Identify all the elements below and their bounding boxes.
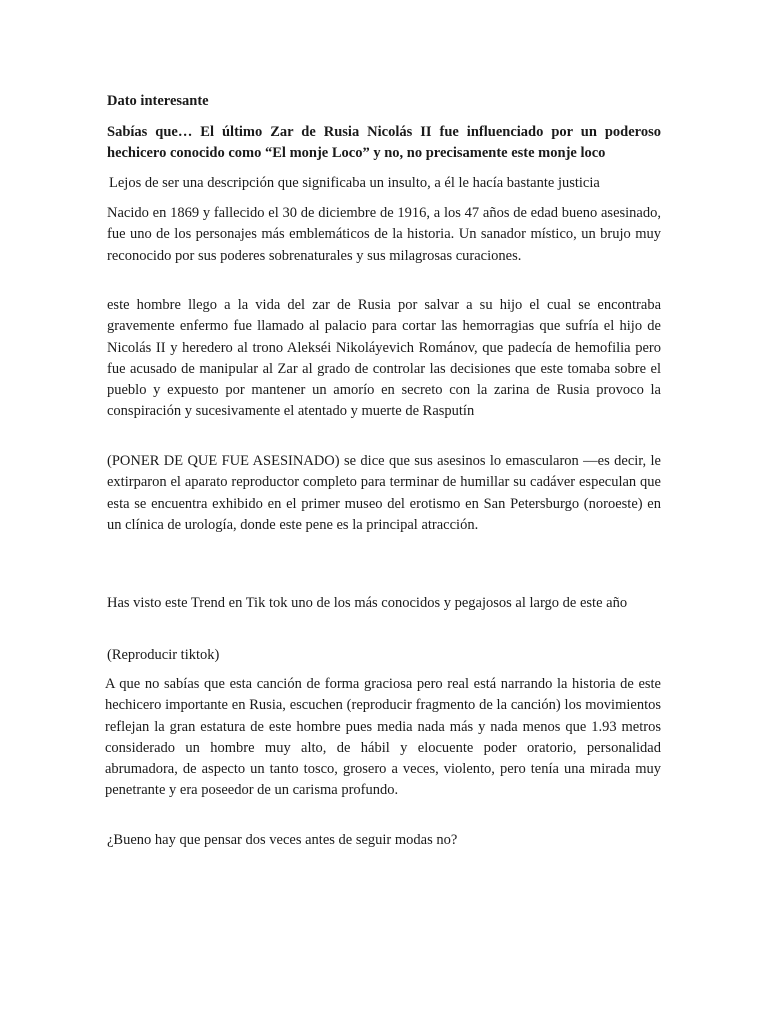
paragraph-intro: Sabías que… El último Zar de Rusia Nicolás II fue influenciado por un poderoso hechicero conocido como “El monje Loco” y no, no precisamente este monje loco bbox=[107, 124, 661, 162]
paragraph-birth: Nacido en 1869 y fallecido el 30 de diciembre de 1916, a los 47 años de edad bueno asesinado, fue uno de los personajes más emblemáticos de la historia. Un sanador místico, un brujo muy reconocido por sus poderes sobrenaturales y sus milagrosas curaciones. bbox=[107, 205, 661, 264]
paragraph-song: A que no sabías que esta canción de forma graciosa pero real está narrando la historia de este hechicero importante en Rusia, escuchen (reproducir fragmento de la canción) los movimientos reflejan la gran estatura de este hombre pues media nada más y nada menos que 1.93 metros considerado un hombre muy alto, de hábil y elocuente poder oratorio, personalidad abrumadora, de aspecto un tanto tosco, grosero a veces, violento, pero tenía una mirada muy penetrante y era poseedor de un carisma profundo. bbox=[105, 676, 661, 799]
paragraph-description: Lejos de ser una descripción que significaba un insulto, a él le hacía bastante justicia bbox=[109, 175, 600, 191]
paragraph-closing-question: ¿Bueno hay que pensar dos veces antes de seguir modas no? bbox=[107, 832, 458, 848]
paragraph-death: (PONER DE QUE FUE ASESINADO) se dice que sus asesinos lo emascularon —es decir, le extirparon el aparato reproductor completo para terminar de humillar su cadáver especulan que esta se encuentra exhibido en el primer museo del erotismo en San Petersburgo (noroeste) en un clínica de urología, donde este pene es la principal atracción. bbox=[107, 453, 661, 533]
paragraph-play-tiktok: (Reproducir tiktok) bbox=[107, 647, 220, 663]
paragraph-tsar: este hombre llego a la vida del zar de Rusia por salvar a su hijo el cual se encontraba gravemente enfermo fue llamado al palacio para cortar las hemorragias que sufría el hijo de Nicolás II y heredero al trono Alekséi Nikoláyevich Románov, que padecía de hemofilia pero fue acusado de manipular al Zar al grado de controlar las decisiones que este tomaba sobre el pueblo y expuesto por mantener un amorío en secreto con la zarina de Rusia provoco la conspiración y sucesivamente el atentado y muerte de Rasputín bbox=[107, 297, 661, 420]
document-title: Dato interesante bbox=[107, 93, 209, 109]
paragraph-tiktok-trend: Has visto este Trend en Tik tok uno de los más conocidos y pegajosos al largo de este año bbox=[107, 595, 628, 611]
